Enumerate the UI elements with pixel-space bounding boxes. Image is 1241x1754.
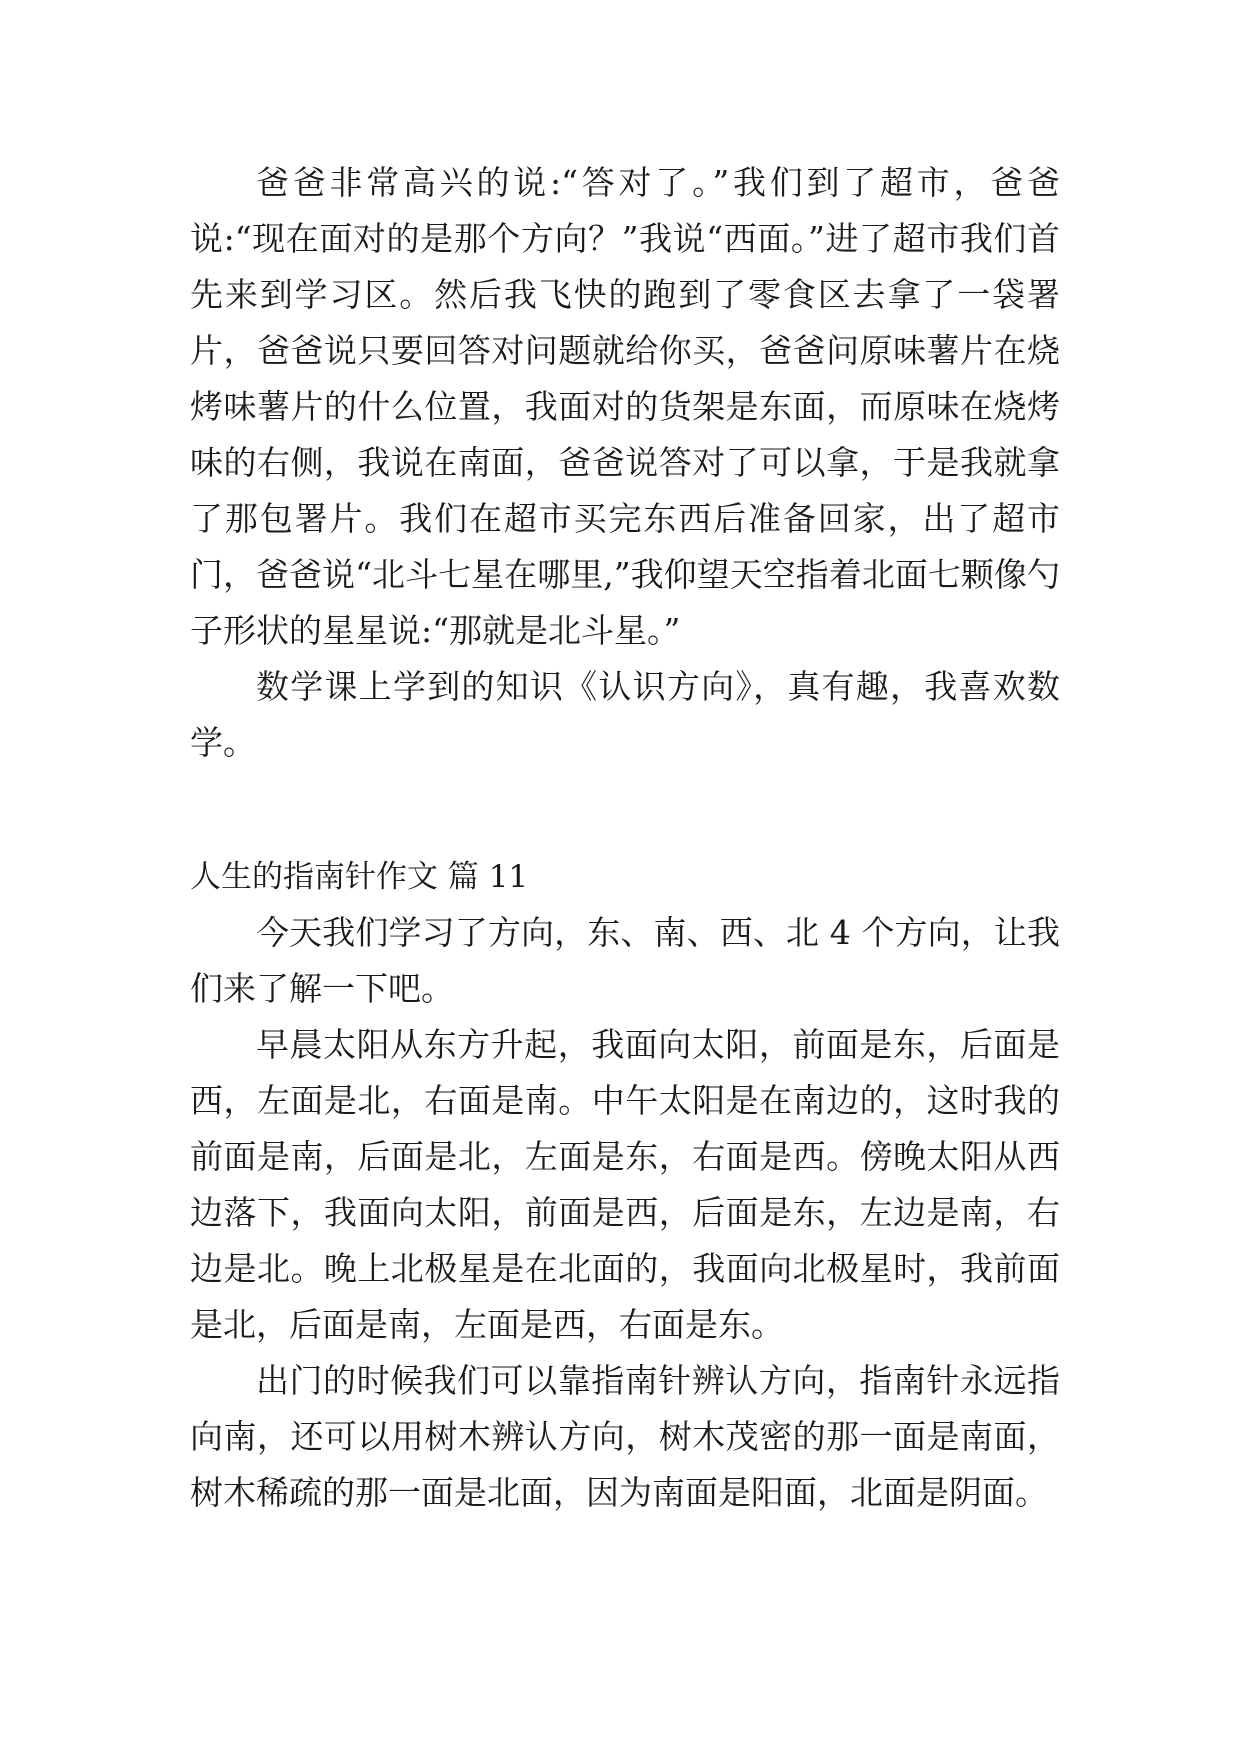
- document-body: [190, 155, 1060, 1521]
- section-title: 人生的指南针作文 篇 11: [190, 859, 529, 895]
- section-gap: [190, 771, 1060, 849]
- paragraph-conclusion: 数学课上学到的知识《认识方向》，真有趣，我喜欢数学。: [190, 667, 1060, 762]
- paragraph-supermarket: 爸爸非常高兴的说:“答对了。”我们到了超市，爸爸说:“现在面对的是那个方向？”我说“西面。”进了超市我们首先来到学习区。然后我飞快的跑到了零食区去拿了一袋署片，爸爸说只要回答对问题就给你买，爸爸问原味薯片在烧烤味薯片的什么位置，我面对的货架是东面，而原味在烧烤味的右侧，我说在南面，爸爸说答对了可以拿，于是我就拿了那包署片。我们在超市买完东西后准备回家，出了超市门，爸爸说“北斗七星在哪里,”我仰望天空指着北面七颗像勺子形状的星星说:“那就是北斗星。”: [190, 163, 1060, 650]
- paragraph-compass-trees: 出门的时候我们可以靠指南针辨认方向，指南针永远指向南，还可以用树木辨认方向，树木茂密的那一面是南面，树木稀疏的那一面是北面，因为南面是阳面，北面是阴面。: [190, 1361, 1060, 1512]
- paragraph-intro: 今天我们学习了方向，东、南、西、北 4 个方向，让我们来了解一下吧。: [190, 913, 1060, 1008]
- paragraph-sun-directions: 早晨太阳从东方升起，我面向太阳，前面是东，后面是西，左面是北，右面是南。中午太阳是在南边的，这时我的前面是南，后面是北，左面是东，右面是西。傍晚太阳从西边落下，我面向太阳，前面是西，后面是东，左边是南，右边是北。晚上北极星是在北面的，我面向北极星时，我前面是北，后面是南，左面是西，右面是东。: [190, 1025, 1060, 1344]
